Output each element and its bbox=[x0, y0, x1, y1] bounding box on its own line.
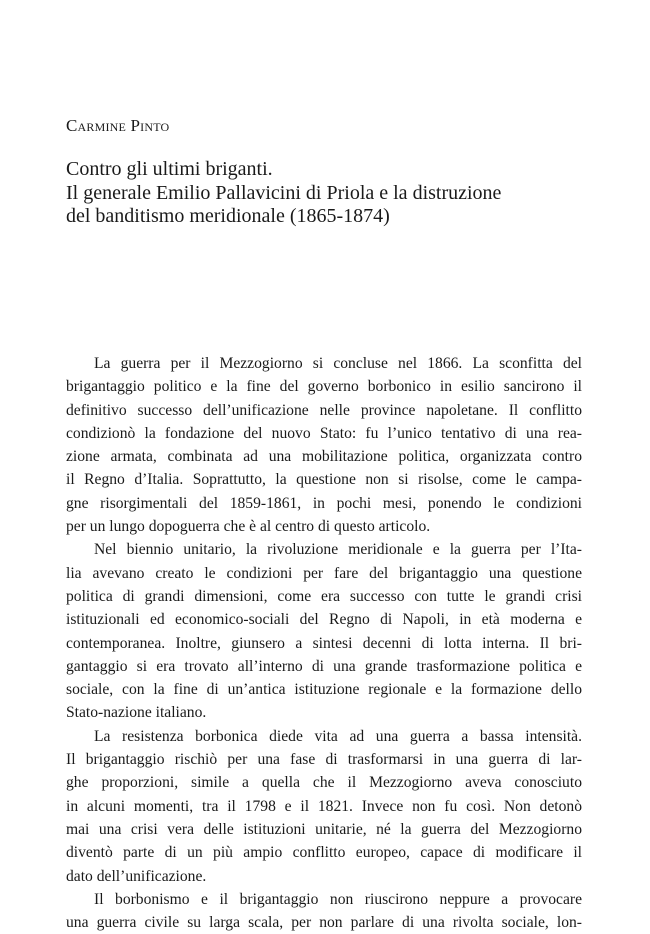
text-line: La resistenza borbonica diede vita ad una guerra a bassa intensità. bbox=[94, 727, 582, 745]
text-line: Il brigantaggio rischiò per una fase di trasformarsi in una guerra di lar- bbox=[66, 751, 582, 769]
text-line: politica di grandi dimensioni, come era successo con tutte le grandi crisi bbox=[66, 587, 582, 605]
text-line: Stato-nazione italiano. bbox=[66, 704, 207, 722]
text-line: sociale, con la fine di un’antica istituzione regionale e la formazione dello bbox=[66, 681, 582, 699]
text-line: ghe proporzioni, simile a quella che il Mezzogiorno aveva conosciuto bbox=[66, 774, 582, 792]
text-line: mai una crisi vera delle istituzioni unitarie, né la guerra del Mezzogiorno bbox=[66, 820, 582, 838]
text-line: zione armata, combinata ad una mobilitazione politica, organizzata contro bbox=[66, 448, 582, 466]
text-line: La guerra per il Mezzogiorno si concluse nel 1866. La sconfitta del bbox=[94, 355, 582, 372]
author-name: Carmine Pinto bbox=[66, 116, 170, 135]
paragraph bbox=[66, 725, 582, 888]
text-line: contemporanea. Inoltre, giunsero a sintesi decenni di lotta interna. Il bri- bbox=[66, 634, 582, 652]
title-line: Contro gli ultimi briganti. bbox=[66, 158, 273, 180]
text-line: per un lungo dopoguerra che è al centro di questo articolo. bbox=[66, 518, 431, 536]
paragraph bbox=[66, 352, 582, 538]
text-line: dato dell’unificazione. bbox=[66, 867, 207, 885]
title-line: del banditismo meridionale (1865-1874) bbox=[66, 205, 390, 227]
text-line: definitivo successo dell’unificazione nelle province napoletane. Il conflitto bbox=[66, 401, 582, 419]
text-line: gantaggio si era trovato all’interno di una grande trasformazione politica e bbox=[66, 657, 582, 675]
text-line: in alcuni momenti, tra il 1798 e il 1821. Invece non fu così. Non detonò bbox=[66, 797, 582, 815]
text-line: Il borbonismo e il brigantaggio non riuscirono neppure a provocare bbox=[94, 890, 582, 908]
paragraph bbox=[66, 538, 582, 724]
title-line: Il generale Emilio Pallavicini di Priola e la distruzione bbox=[66, 181, 502, 204]
text-line: il Regno d’Italia. Soprattutto, la questione non si risolse, come le campa- bbox=[66, 471, 582, 489]
text-line: brigantaggio politico e la fine del governo borbonico in esilio sancirono il bbox=[66, 378, 582, 396]
text-line: una guerra civile su larga scala, per non parlare di una rivolta sociale, lon- bbox=[66, 914, 582, 932]
article-title bbox=[66, 158, 586, 229]
text-line: diventò parte di un più ampio conflitto europeo, capace di modificare il bbox=[66, 844, 582, 862]
text-line: istituzionali ed economico-sociali del Regno di Napoli, in età moderna e bbox=[66, 611, 582, 629]
text-line: lia avevano creato le condizioni per fare del brigantaggio una questione bbox=[66, 564, 582, 582]
text-line: Nel biennio unitario, la rivoluzione meridionale e la guerra per l’Ita- bbox=[94, 541, 582, 559]
article-body bbox=[66, 352, 582, 934]
paragraph bbox=[66, 888, 582, 934]
text-line: condizionò la fondazione del nuovo Stato: fu l’unico tentativo di una rea- bbox=[66, 424, 582, 442]
text-line: gne risorgimentali del 1859-1861, in pochi mesi, ponendo le condizioni bbox=[66, 494, 582, 512]
